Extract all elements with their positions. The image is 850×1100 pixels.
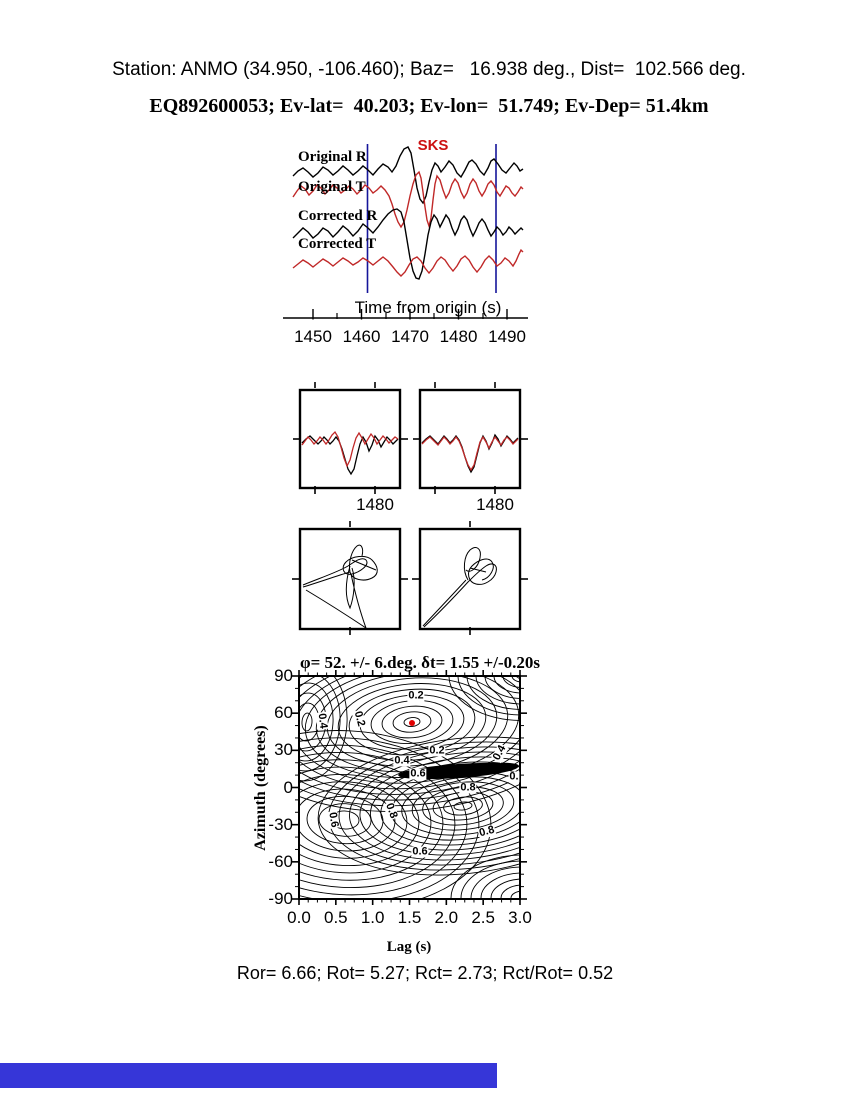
time-axis-label: Time from origin (s) bbox=[354, 298, 502, 317]
trace-label-corrected-t: Corrected T bbox=[298, 236, 377, 252]
contour-level-label: 0.8 bbox=[477, 823, 496, 840]
contour-ytick-label: 0 bbox=[283, 777, 293, 797]
contour-xtick-label: 1.5 bbox=[397, 908, 422, 927]
time-tick-label: 1490 bbox=[488, 327, 526, 346]
contour-level-label: 0.2 bbox=[429, 744, 445, 757]
trace-label-original-r: Original R bbox=[298, 149, 367, 165]
comparison-panels bbox=[300, 390, 520, 488]
contour-level-label: 0.4 bbox=[394, 754, 410, 767]
station-header: Station: ANMO (34.950, -106.460); Baz= 16.938 deg., Dist= 102.566 deg. bbox=[112, 59, 746, 80]
contour-ytick-label: -30 bbox=[268, 814, 293, 834]
contour-xtick-label: 2.5 bbox=[471, 908, 495, 927]
contour-ytick-label: 60 bbox=[274, 703, 293, 723]
phase-label: SKS bbox=[417, 137, 449, 154]
time-tick-label: 1480 bbox=[439, 327, 478, 346]
contour-ytick-label: -90 bbox=[268, 889, 293, 908]
time-tick-label: 1460 bbox=[342, 327, 381, 346]
contour-level-label: 0.6 bbox=[412, 845, 428, 858]
particle-motion-original bbox=[303, 545, 377, 628]
contour-ytick-label: 30 bbox=[274, 740, 293, 760]
contour-ytick-label: 90 bbox=[274, 666, 293, 685]
contour-xtick-label: 1.0 bbox=[360, 908, 385, 927]
contour-xlabel: Lag (s) bbox=[386, 939, 432, 955]
contour-xtick-label: 2.0 bbox=[434, 908, 459, 927]
contour-level-label: 0.8 bbox=[460, 781, 476, 794]
contour-xtick-label: 0.0 bbox=[287, 908, 311, 927]
event-header: EQ892600053; Ev-lat= 40.203; Ev-lon= 51.749; Ev-Dep= 51.4km bbox=[149, 95, 709, 117]
time-tick-label: 1450 bbox=[294, 327, 332, 346]
contour-level-label: 0.6 bbox=[410, 767, 426, 780]
trace-corrected-t bbox=[293, 250, 523, 276]
particle-motion-corrected bbox=[423, 548, 496, 627]
contour-level-label: 0.2 bbox=[408, 689, 424, 702]
particle-motion-panels bbox=[300, 529, 520, 629]
best-solution-dot bbox=[409, 720, 415, 726]
contour-xtick-label: 0.5 bbox=[324, 908, 348, 927]
contour-xtick-label: 3.0 bbox=[508, 908, 532, 927]
trace-label-original-t: Original T bbox=[298, 179, 366, 195]
contour-ylabel: Azimuth (degrees) bbox=[252, 725, 269, 851]
contour-level-label: 0.4 bbox=[315, 712, 330, 730]
quality-stats: Ror= 6.66; Rot= 5.27; Rct= 2.73; Rct/Rot= 0.52 bbox=[236, 963, 614, 983]
bottom-blue-bar bbox=[0, 1063, 497, 1088]
contour-level-label: 0.2 bbox=[351, 709, 368, 728]
contour-level-label: 0. bbox=[509, 770, 519, 783]
contour-level-label: 0.4 bbox=[490, 743, 509, 763]
contour-level-label: 0.6 bbox=[326, 811, 341, 829]
contour-ytick-label: -60 bbox=[268, 851, 293, 871]
comparison-left-tick: 1480 bbox=[356, 495, 394, 514]
contour-level-label: 0.8 bbox=[383, 801, 400, 821]
time-tick-label: 1470 bbox=[391, 327, 429, 346]
contour-title: φ= 52. +/- 6.deg. δt= 1.55 +/-0.20s bbox=[300, 653, 540, 672]
trace-label-corrected-r: Corrected R bbox=[298, 208, 378, 224]
comparison-right-tick: 1480 bbox=[476, 495, 514, 514]
